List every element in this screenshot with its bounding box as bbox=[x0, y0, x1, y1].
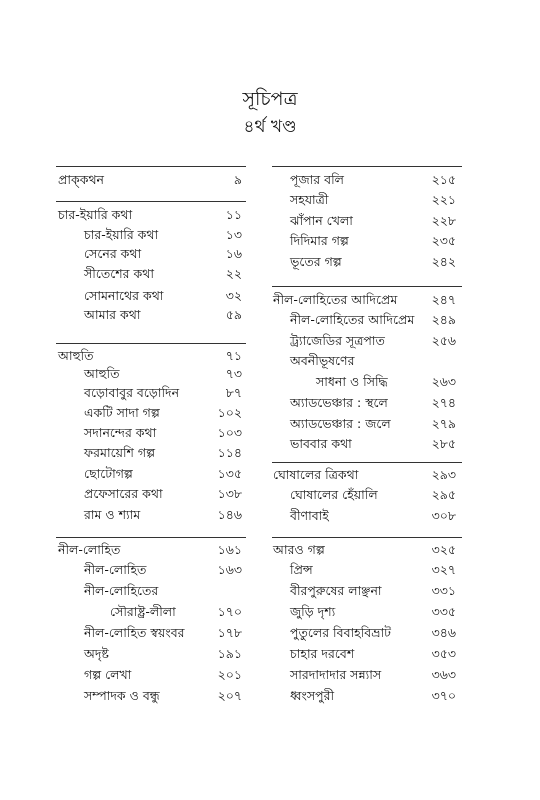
toc-entry-left[interactable]: নীল-লোহিত bbox=[84, 562, 147, 577]
toc-entry-right[interactable]: ঝাঁপান খেলা bbox=[290, 213, 353, 228]
toc-entry-right[interactable]: জুড়ি দৃশ্য bbox=[290, 604, 336, 619]
toc-page-left: ১৩ bbox=[225, 227, 242, 242]
toc-entry-right[interactable]: বীরপুরুষের লাঞ্ছনা bbox=[290, 583, 382, 598]
page-title: সূচিপত্র bbox=[242, 88, 298, 110]
toc-entry-left[interactable]: আমার কথা bbox=[84, 307, 141, 322]
toc-page-left: ১৭৮ bbox=[217, 625, 242, 640]
toc-entry-right[interactable]: সহযাত্রী bbox=[290, 192, 329, 207]
toc-page-left: ১৯১ bbox=[217, 646, 242, 661]
toc-entry-left[interactable]: রাম ও শ্যাম bbox=[84, 507, 141, 522]
toc-entry-right[interactable]: চাহার দরবেশ bbox=[290, 646, 355, 661]
toc-entry-right[interactable]: নীল-লোহিতের আদিপ্রেম bbox=[290, 312, 415, 327]
toc-page-right: ২৮৫ bbox=[431, 436, 456, 451]
toc-entry-right[interactable]: পুতুলের বিবাহবিভ্রাট bbox=[290, 625, 391, 640]
toc-page-left: ২০৭ bbox=[217, 688, 242, 703]
toc-page-right: ২৭৪ bbox=[431, 395, 456, 410]
toc-page-right: ২৬৩ bbox=[431, 374, 456, 389]
toc-entry-left[interactable]: সোমনাথের কথা bbox=[84, 288, 164, 303]
toc-page-right: ৩৩৫ bbox=[431, 604, 456, 619]
toc-page-right: ২৯৫ bbox=[431, 487, 456, 502]
toc-page-right: ২২১ bbox=[431, 192, 456, 207]
toc-page-left: ১১৪ bbox=[217, 445, 242, 460]
toc-entry-right[interactable]: দিদিমার গল্প bbox=[290, 233, 349, 248]
toc-page-right: ৩৭০ bbox=[431, 688, 456, 703]
toc-entry-right[interactable]: নীল-লোহিতের আদিপ্রেম bbox=[273, 292, 398, 307]
toc-page-right: ৩০৮ bbox=[431, 508, 456, 523]
toc-page-left: ১৬১ bbox=[217, 542, 242, 557]
toc-page-right: ৩৬৩ bbox=[431, 667, 456, 682]
toc-entry-left[interactable]: চার-ইয়ারি কথা bbox=[58, 207, 133, 222]
toc-page-left: ১৬ bbox=[225, 246, 242, 261]
section-rule bbox=[56, 166, 246, 167]
toc-page-left: ৫৯ bbox=[225, 307, 242, 322]
toc-entry-right[interactable]: প্রিন্স bbox=[290, 562, 313, 577]
toc-page-right: ২১৫ bbox=[431, 172, 456, 187]
toc-entry-right[interactable]: আরও গল্প bbox=[273, 542, 325, 557]
toc-page-left: ৭১ bbox=[225, 348, 242, 363]
toc-page-right: ২৪৭ bbox=[431, 292, 456, 307]
toc-entry-right[interactable]: ভূতের গল্প bbox=[290, 254, 342, 269]
toc-entry-right[interactable]: অ্যাডভেঞ্চার : স্থলে bbox=[290, 395, 388, 410]
toc-page-left: ৭৩ bbox=[225, 366, 242, 381]
toc-entry-left[interactable]: সৌরাষ্ট্র-লীলা bbox=[110, 604, 176, 619]
toc-page-right: ২৪২ bbox=[431, 254, 456, 269]
toc-page-right: ৩৩১ bbox=[431, 583, 456, 598]
section-rule bbox=[272, 166, 462, 167]
toc-page-left: ১৩৮ bbox=[217, 486, 242, 501]
toc-page-right: ২৫৬ bbox=[431, 333, 456, 348]
toc-entry-left[interactable]: একটি সাদা গল্প bbox=[84, 405, 160, 420]
toc-entry-right[interactable]: অবনীভূষণের bbox=[290, 353, 355, 368]
toc-page-left: ২০১ bbox=[217, 667, 242, 682]
toc-page-right: ৩২৫ bbox=[431, 542, 456, 557]
toc-page-right: ২৩৫ bbox=[431, 233, 456, 248]
toc-entry-right[interactable]: সাধনা ও সিদ্ধি bbox=[316, 374, 388, 389]
toc-entry-right[interactable]: ঘোষালের হেঁয়ালি bbox=[290, 487, 378, 502]
toc-entry-left[interactable]: সেনের কথা bbox=[84, 246, 142, 261]
toc-page-left: ১৬৩ bbox=[217, 562, 242, 577]
toc-entry-left[interactable]: গল্প লেখা bbox=[84, 667, 132, 682]
toc-entry-left[interactable]: নীল-লোহিত bbox=[58, 542, 121, 557]
toc-entry-left[interactable]: চার-ইয়ারি কথা bbox=[84, 227, 159, 242]
toc-entry-right[interactable]: সারদাদাদার সন্ন্যাস bbox=[290, 667, 382, 682]
toc-entry-left[interactable]: নীল-লোহিত স্বয়ংবর bbox=[84, 625, 185, 640]
toc-page-right: ২২৮ bbox=[431, 213, 456, 228]
toc-page-left: ৯ bbox=[233, 172, 242, 187]
toc-entry-right[interactable]: ঘোষালের ত্রিকথা bbox=[273, 467, 359, 482]
toc-entry-right[interactable]: বীণাবাই bbox=[290, 508, 329, 523]
toc-page-left: ১০২ bbox=[217, 405, 242, 420]
toc-page-left: ২২ bbox=[225, 266, 242, 281]
toc-entry-right[interactable]: ট্র্যাজেডির সূত্রপাত bbox=[290, 333, 385, 348]
toc-entry-right[interactable]: ভাববার কথা bbox=[290, 436, 352, 451]
toc-page-right: ৩৫৩ bbox=[431, 646, 456, 661]
section-rule bbox=[56, 537, 246, 538]
toc-entry-left[interactable]: প্রফেসারের কথা bbox=[84, 486, 163, 501]
toc-page-left: ১১ bbox=[225, 207, 242, 222]
toc-entry-left[interactable]: বড়োবাবুর বড়োদিন bbox=[84, 385, 180, 400]
toc-entry-right[interactable]: পূজার বলি bbox=[290, 172, 344, 187]
section-rule bbox=[272, 537, 462, 538]
toc-entry-left[interactable]: আহুতি bbox=[58, 348, 94, 363]
toc-page-right: ৩৪৬ bbox=[431, 625, 456, 640]
toc-entry-left[interactable]: সদানন্দের কথা bbox=[84, 425, 157, 440]
toc-entry-left[interactable]: অদৃষ্ট bbox=[84, 646, 109, 661]
toc-page-left: ১৭০ bbox=[217, 604, 242, 619]
toc-entry-left[interactable]: প্রাক্‌কথন bbox=[58, 172, 105, 187]
toc-page-right: ২৯৩ bbox=[431, 467, 456, 482]
volume-subtitle: ৪র্থ খণ্ড bbox=[243, 117, 297, 137]
toc-entry-left[interactable]: ফরমায়েশি গল্প bbox=[84, 445, 156, 460]
toc-page-left: ৩২ bbox=[225, 288, 242, 303]
section-rule bbox=[272, 286, 462, 287]
section-rule bbox=[272, 462, 462, 463]
toc-page-right: ২৭৯ bbox=[431, 416, 456, 431]
toc-entry-right[interactable]: অ্যাডভেঞ্চার : জলে bbox=[290, 416, 391, 431]
toc-entry-left[interactable]: সম্পাদক ও বন্ধু bbox=[84, 688, 160, 703]
toc-page-left: ১০৩ bbox=[217, 425, 242, 440]
toc-page-right: ২৪৯ bbox=[431, 312, 456, 327]
toc-page-left: ৮৭ bbox=[225, 385, 242, 400]
toc-entry-right[interactable]: ধ্বংসপুরী bbox=[290, 688, 335, 703]
section-rule bbox=[56, 343, 246, 344]
section-rule bbox=[56, 201, 246, 202]
toc-entry-left[interactable]: সীতেশের কথা bbox=[84, 266, 154, 281]
toc-entry-left[interactable]: ছোটোগল্প bbox=[84, 466, 133, 481]
toc-entry-left[interactable]: নীল-লোহিতের bbox=[84, 583, 159, 598]
toc-entry-left[interactable]: আহুতি bbox=[84, 366, 120, 381]
toc-page-left: ১৪৬ bbox=[217, 507, 242, 522]
toc-page-left: ১৩৫ bbox=[217, 466, 242, 481]
toc-page-right: ৩২৭ bbox=[431, 562, 456, 577]
